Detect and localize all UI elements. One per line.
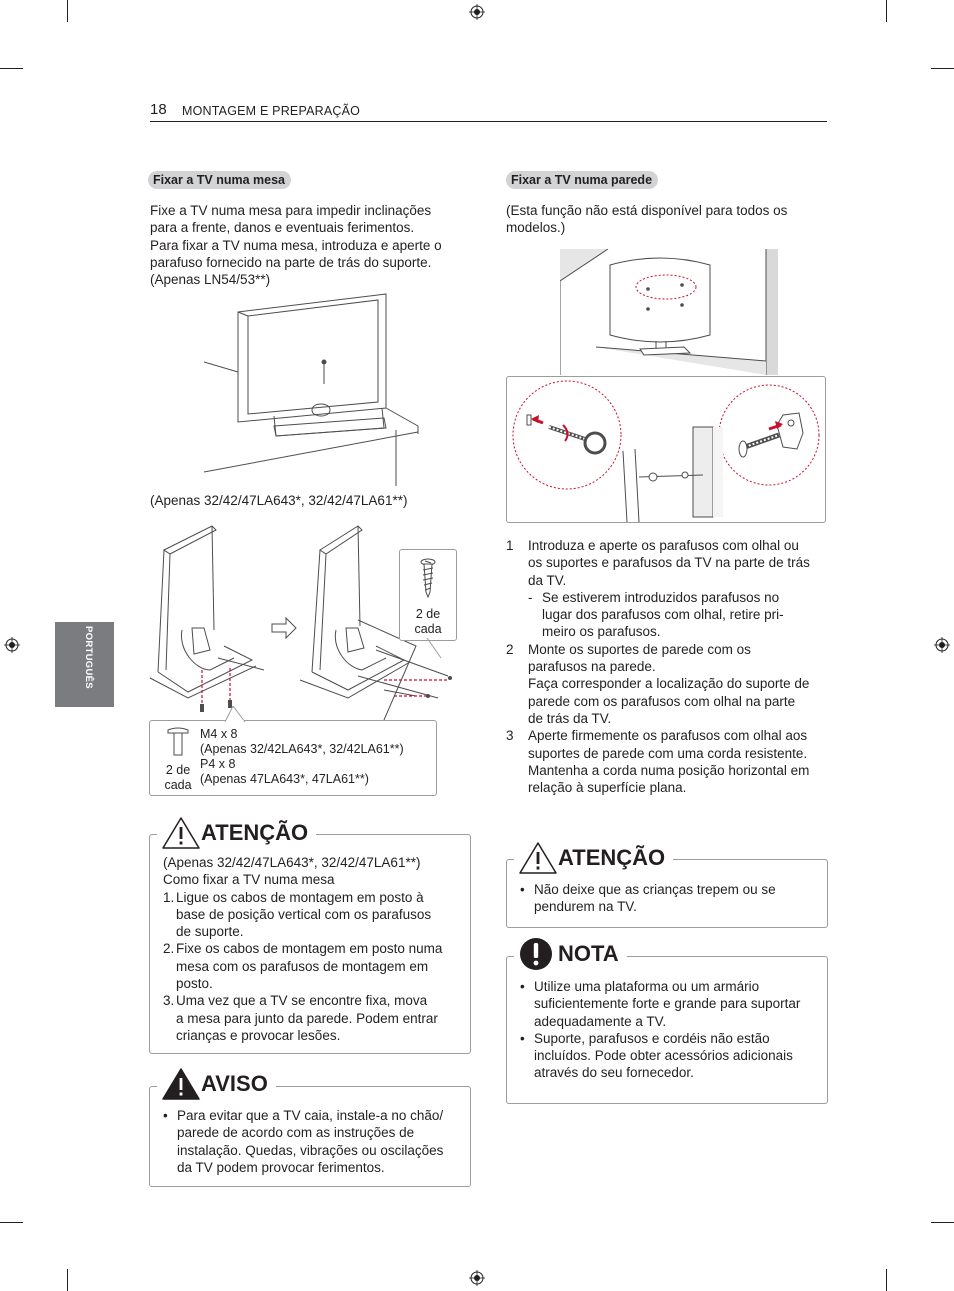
step-line: Introduza e aperte os parafusos com olhal ou xyxy=(528,538,799,553)
caution-list-item xyxy=(163,992,463,1044)
wall-steps xyxy=(506,537,828,796)
screw-spec-line: (Apenas 47LA643*, 47LA61**) xyxy=(200,772,369,786)
step-line: Aperte firmemente os parafusos com olhal aos xyxy=(528,728,808,744)
caution-item-line: crianças e provocar lesões. xyxy=(176,1027,341,1043)
eye-bolt-bracket-illustration xyxy=(507,377,825,522)
registration-mark-icon xyxy=(4,637,20,653)
step-line: os suportes e parafusos da TV na parte de trás xyxy=(528,555,810,571)
warning-title xyxy=(157,1066,276,1102)
screw-spec-box xyxy=(149,720,437,796)
left-intro-line: Para fixar a TV numa mesa, introduza e aperte o xyxy=(150,237,442,253)
caution-item-line: mesa com os parafusos de montagem em xyxy=(176,958,429,974)
step-sub-item xyxy=(528,589,828,641)
caution-line: pendurem na TV. xyxy=(534,899,637,915)
crop-mark xyxy=(931,1222,954,1223)
note-bullet xyxy=(520,978,820,1030)
step-line: Faça corresponder a localização do suporte de xyxy=(528,676,810,692)
caution-item-number: 2. xyxy=(163,941,175,957)
caution-line: Como fixar a TV numa mesa xyxy=(163,872,335,888)
callout-pointer xyxy=(425,638,445,660)
language-tab-label: PORTUGUÊS xyxy=(83,626,94,689)
caution-item-line: posto. xyxy=(176,976,213,992)
step-item xyxy=(506,641,828,727)
step-line: Mantenha a corda numa posição horizontal em xyxy=(528,762,810,778)
screw-spec-line: M4 x 8 xyxy=(200,727,238,741)
warning-title-text: AVISO xyxy=(201,1071,268,1096)
caution-item-line: Fixe os cabos de montagem em posto numa xyxy=(176,941,443,957)
screw-spec-line: P4 x 8 xyxy=(200,757,236,771)
note-line: incluídos. Pode obter acessórios adicionais xyxy=(534,1048,793,1064)
screw-spec-line: (Apenas 32/42LA643*, 32/42LA61**) xyxy=(200,742,404,756)
note-title-text: NOTA xyxy=(558,941,619,966)
caution-item-number: 3. xyxy=(163,993,175,1009)
warning-line: parede de acordo com as instruções de xyxy=(177,1125,415,1141)
step-line: parede com os parafusos com olhal na parte xyxy=(528,693,796,709)
wall-bracket-detail-box xyxy=(506,376,826,523)
crop-mark xyxy=(886,1269,887,1291)
callout-pointer xyxy=(225,706,247,722)
warning-bullet xyxy=(163,1107,463,1176)
left-intro-line: (Apenas LN54/53**) xyxy=(150,272,271,288)
crop-mark xyxy=(886,0,887,22)
language-tab xyxy=(55,622,114,707)
caution-triangle-icon xyxy=(161,816,201,850)
right-section-pill: Fixar a TV numa parede xyxy=(506,171,658,189)
crop-mark xyxy=(0,68,23,69)
caution-item-line: base de posição vertical com os parafusos xyxy=(176,906,432,922)
warning-line: instalação. Quedas, vibrações ou oscilações xyxy=(177,1142,444,1158)
models-note: (Apenas 32/42/47LA643*, 32/42/47LA61**) xyxy=(150,493,408,508)
screw-spec-text xyxy=(200,727,436,787)
section-title: MONTAGEM E PREPARAÇÃO xyxy=(182,104,361,118)
caution-item-line: Ligue os cabos de montagem em posto à xyxy=(176,889,424,905)
left-intro-line: para a frente, danos e eventuais ferimentos. xyxy=(150,220,415,236)
note-content xyxy=(520,978,820,1082)
crop-mark xyxy=(67,1269,68,1291)
warning-content xyxy=(163,1107,463,1176)
screw-quantity-line: 2 de xyxy=(415,607,441,621)
step-line: relação à superfície plana. xyxy=(528,780,687,796)
right-caution-content xyxy=(520,881,820,916)
step-item xyxy=(506,537,828,641)
step-sub-line: lugar dos parafusos com olhal, retire pri- xyxy=(542,607,784,623)
left-caution-title xyxy=(157,815,316,851)
tv-on-table-illustration xyxy=(204,290,422,488)
step-number: 1 xyxy=(506,538,514,553)
screw-quantity-line: 2 de xyxy=(165,763,191,777)
right-intro xyxy=(506,202,826,237)
crop-mark xyxy=(67,0,68,22)
note-line: • Suporte, parafusos e cordéis não estão xyxy=(534,1030,770,1046)
page-number: 18 xyxy=(150,101,167,118)
warning-line: • Para evitar que a TV caia, instale-a no chão/ xyxy=(177,1108,444,1123)
screw-quantity xyxy=(400,607,456,637)
note-line: adequadamente a TV. xyxy=(534,1013,667,1029)
screw-quantity-line: cada xyxy=(414,622,442,636)
left-caution-box xyxy=(149,834,471,1054)
caution-bullet xyxy=(520,881,820,916)
step-line: de trás da TV. xyxy=(528,710,612,726)
note-line: suficientemente forte e grande para suportar xyxy=(534,996,801,1012)
caution-line: • Não deixe que as crianças trepem ou se xyxy=(534,882,776,897)
caution-line: (Apenas 32/42/47LA643*, 32/42/47LA61**) xyxy=(163,855,421,870)
step-line: Monte os suportes de parede com os xyxy=(528,641,751,657)
caution-item-line: Uma vez que a TV se encontre fixa, mova xyxy=(176,993,428,1009)
header-rule xyxy=(150,121,827,122)
crop-mark xyxy=(0,1222,23,1223)
tv-wall-illustration xyxy=(560,249,778,375)
screw-icon xyxy=(420,558,436,598)
note-box xyxy=(506,956,828,1104)
step-item xyxy=(506,727,828,796)
left-intro-line: Fixe a TV numa mesa para impedir inclinações xyxy=(150,203,432,218)
caution-item-line: de suporte. xyxy=(176,924,244,940)
left-intro-line: parafuso fornecido na parte de trás do suporte. xyxy=(150,254,432,270)
registration-mark-icon xyxy=(469,4,485,20)
step-line: parafusos na parede. xyxy=(528,659,656,675)
left-intro xyxy=(150,202,470,288)
caution-title-text: ATENÇÃO xyxy=(558,845,666,870)
crop-mark xyxy=(931,68,954,69)
step-sub-line: Se estiverem introduzidos parafusos no xyxy=(542,589,780,605)
note-title xyxy=(514,934,627,974)
left-section-pill: Fixar a TV numa mesa xyxy=(148,171,291,189)
right-intro-line: (Esta função não está disponível para todos os xyxy=(506,203,788,218)
registration-mark-icon xyxy=(469,1270,485,1286)
step-line: suportes de parede com uma corda resistente. xyxy=(528,745,808,761)
warning-line: da TV podem provocar ferimentos. xyxy=(177,1159,385,1175)
caution-list-item xyxy=(163,940,463,992)
note-line: • Utilize uma plataforma ou um armário xyxy=(534,979,760,994)
screw-callout-box xyxy=(399,549,457,641)
caution-item-number: 1. xyxy=(163,889,175,905)
warning-triangle-icon xyxy=(161,1067,201,1101)
left-caution-content xyxy=(163,854,463,1044)
step-sub-dash: - xyxy=(528,589,533,605)
step-line: da TV. xyxy=(528,572,567,588)
screw-quantity xyxy=(156,763,200,793)
step-number: 2 xyxy=(506,641,514,657)
caution-triangle-icon xyxy=(518,841,558,875)
screw-icon xyxy=(167,727,189,757)
caution-list-item xyxy=(163,889,463,941)
caution-title-text: ATENÇÃO xyxy=(201,820,309,845)
step-number: 3 xyxy=(506,728,514,744)
registration-mark-icon xyxy=(934,637,950,653)
right-caution-title xyxy=(514,840,673,876)
exclamation-circle-icon xyxy=(518,936,554,972)
screw-quantity-line: cada xyxy=(164,778,192,792)
note-bullet xyxy=(520,1030,820,1082)
right-intro-line: modelos.) xyxy=(506,220,566,236)
step-sub-line: meiro os parafusos. xyxy=(542,624,661,640)
note-line: através do seu fornecedor. xyxy=(534,1065,694,1081)
caution-item-line: a mesa para junto da parede. Podem entrar xyxy=(176,1010,438,1026)
